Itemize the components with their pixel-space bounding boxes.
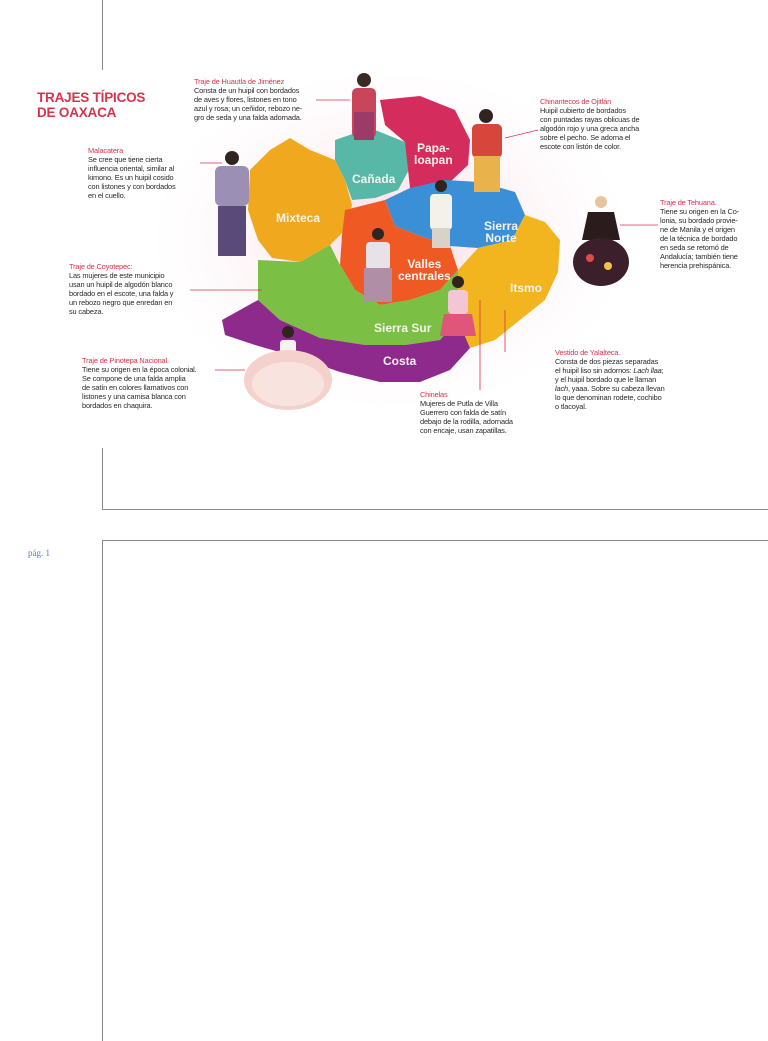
region-label-sierra-sur: Sierra Sur: [374, 321, 432, 335]
caption-line: Tiene su origen en la época colonial.: [82, 365, 197, 374]
caption-line: y el huipil bordado que le llaman: [555, 375, 657, 384]
caption-line: azul y rosa; un ceñidor, rebozo ne-: [194, 104, 303, 113]
region-label-canada: Cañada: [352, 172, 396, 186]
caption-line: influencia oriental, similar al: [88, 164, 175, 173]
caption-chinelas: [420, 390, 530, 435]
caption-line: [555, 366, 680, 375]
caption-title: Traje de Huautla de Jiménez: [194, 77, 285, 86]
caption-line: escote con listón de color.: [540, 142, 621, 151]
region-label-valles: [398, 258, 451, 282]
caption-title: Chinelas: [420, 390, 448, 399]
caption-line: gro de seda y una falda adornada.: [194, 113, 302, 122]
caption-line: Huipil cubierto de bordados: [540, 106, 626, 115]
caption-line: Guerrero con falda de satín: [420, 408, 506, 417]
region-label-valles-1: Valles: [407, 257, 442, 271]
region-label-itsmo: Itsmo: [510, 281, 543, 295]
region-label-mixteca: Mixteca: [276, 211, 321, 225]
caption-line: en seda se retomó de: [660, 243, 729, 252]
caption-line: con puntadas rayas oblicuas de: [540, 115, 640, 124]
region-label-costa: Costa: [383, 354, 417, 368]
caption-huautla: [194, 77, 334, 122]
caption-yalalteca: [555, 348, 680, 411]
caption-line: Tiene su origen en la Co-: [660, 207, 739, 216]
caption-line: ne de Manila y el origen: [660, 225, 735, 234]
caption-line: un rebozo negro que enredan en: [69, 298, 173, 307]
caption-line: lonia, su bordado provie-: [660, 216, 738, 225]
region-label-papaloapan-1: Papa-: [416, 141, 450, 155]
caption-line: Andalucía; también tiene: [660, 252, 738, 261]
region-label-sierra-norte-2: Norte: [485, 231, 517, 245]
caption-italic: Lach llaa: [633, 366, 662, 375]
page-number: pág. 1: [28, 548, 50, 558]
caption-title: Traje de Coyotepec:: [69, 262, 133, 271]
caption-title: Malacatera: [88, 146, 124, 155]
caption-line: en el cuello.: [88, 191, 126, 200]
caption-line: bordados en chaquira.: [82, 401, 153, 410]
figure-malacatera: [215, 151, 249, 256]
caption-chinantecos: [540, 97, 660, 151]
region-label-papaloapan-2: loapan: [414, 153, 453, 167]
caption-italic: lach: [555, 384, 568, 393]
caption-line: Se cree que tiene cierta: [88, 155, 163, 164]
caption-line: con encaje, usan zapatillas.: [420, 426, 507, 435]
caption-line: bordado en el escote, una falda y: [69, 289, 174, 298]
caption-title: Chinantecos de Ojitlán: [540, 97, 612, 106]
caption-line: Se compone de una falda amplia: [82, 374, 186, 383]
caption-line: Consta de un huipil con bordados: [194, 86, 300, 95]
caption-line: lo que denominan rodete, cochibo: [555, 393, 662, 402]
caption-line: debajo de la rodilla, adornada: [420, 417, 513, 426]
caption-line: sobre el pecho. Se adorna el: [540, 133, 631, 142]
caption-line: Las mujeres de este municipio: [69, 271, 165, 280]
region-label-valles-2: centrales: [398, 269, 451, 283]
caption-line: o tlacoyal.: [555, 402, 587, 411]
caption-title: Vestido de Yalalteca.: [555, 348, 621, 357]
caption-line: herencia prehispánica.: [660, 261, 732, 270]
region-label-papaloapan: [414, 142, 453, 166]
caption-malacatera: [88, 146, 203, 200]
caption-line: [555, 384, 680, 393]
title-line-1: TRAJES TÍPICOS: [37, 90, 146, 105]
caption-line: de satín en colores llamativos con: [82, 383, 189, 392]
caption-line: de la técnica de bordado: [660, 234, 738, 243]
region-label-sierra-norte-1: Sierra: [484, 219, 519, 233]
caption-line: de aves y flores, listones en tono: [194, 95, 297, 104]
region-label-sierra-norte: [484, 220, 518, 244]
caption-text: ;: [661, 366, 664, 375]
caption-line: Mujeres de Putla de Villa: [420, 399, 498, 408]
caption-line: Consta de dos piezas separadas: [555, 357, 659, 366]
caption-line: su cabeza.: [69, 307, 104, 316]
caption-title: Traje de Tehuana.: [660, 198, 717, 207]
caption-line: usan un huipil de algodón blanco: [69, 280, 173, 289]
caption-text: , yaaa. Sobre su cabeza llevan: [567, 384, 665, 393]
caption-pinotepa: [82, 356, 222, 410]
caption-coyotepec: [69, 262, 199, 316]
infographic-title: [37, 90, 177, 120]
title-line-2: DE OAXACA: [37, 105, 117, 120]
caption-title: Traje de Pinotepa Nacional.: [82, 356, 169, 365]
caption-line: con listones y con bordados: [88, 182, 176, 191]
page-2-frame: [102, 540, 768, 1041]
caption-tehuana: [660, 198, 760, 270]
caption-line: kimono. Es un huipil cosido: [88, 173, 174, 182]
caption-line: listones y una camisa blanca con: [82, 392, 186, 401]
caption-line: algodón rojo y una greca ancha: [540, 124, 640, 133]
caption-text: el huipil liso sin adornos:: [555, 366, 634, 375]
